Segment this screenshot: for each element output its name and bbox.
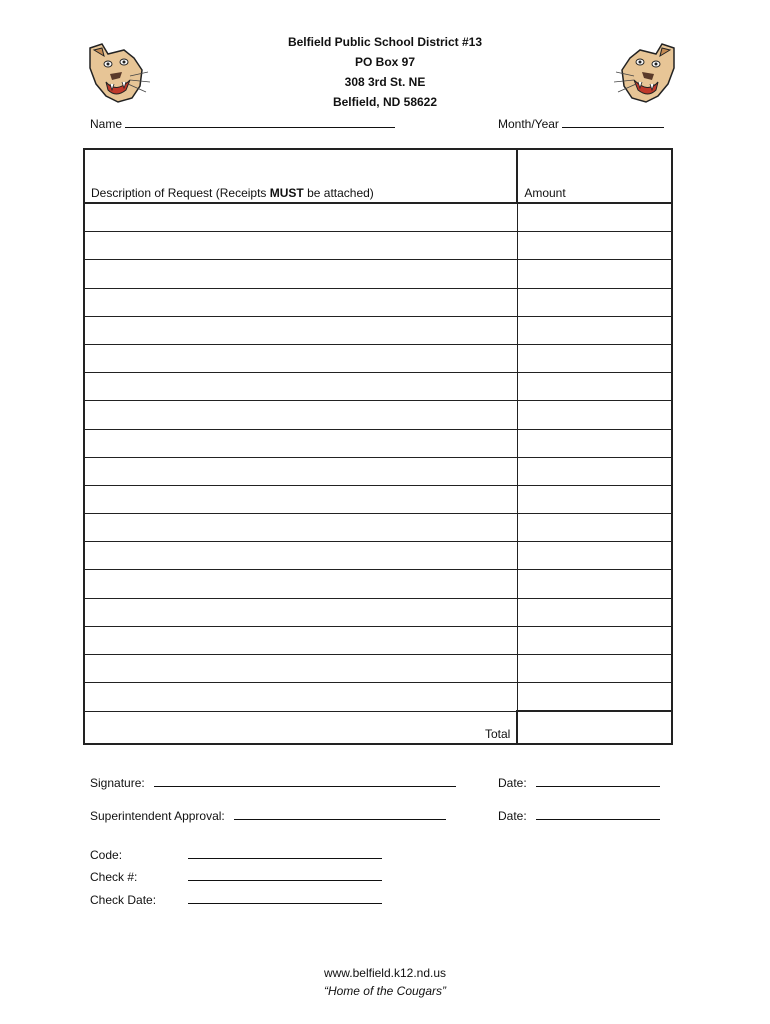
tagline: “Home of the Cougars” bbox=[323, 984, 447, 998]
request-table bbox=[83, 148, 673, 745]
website-link[interactable]: www.belfield.k12.nd.us bbox=[323, 966, 447, 980]
amount-cell[interactable] bbox=[517, 232, 672, 260]
code-field bbox=[90, 848, 382, 862]
approval-label: Superintendent Approval: bbox=[90, 809, 225, 823]
table-row bbox=[84, 373, 672, 401]
name-label: Name bbox=[90, 117, 123, 131]
city-state-zip: Belfield, ND 58622 bbox=[332, 95, 438, 109]
total-row bbox=[84, 711, 672, 744]
approval-date-input[interactable] bbox=[536, 809, 660, 820]
name-field bbox=[90, 117, 395, 131]
description-cell[interactable] bbox=[84, 288, 517, 316]
amount-cell[interactable] bbox=[517, 570, 672, 598]
code-input[interactable] bbox=[188, 848, 382, 859]
signature-label: Signature: bbox=[90, 776, 145, 790]
table-row bbox=[84, 260, 672, 288]
table-row bbox=[84, 203, 672, 232]
month-year-input[interactable] bbox=[562, 117, 664, 128]
amount-cell[interactable] bbox=[517, 514, 672, 542]
signature-date-input[interactable] bbox=[536, 776, 660, 787]
table-row bbox=[84, 316, 672, 344]
table-row bbox=[84, 401, 672, 429]
description-cell[interactable] bbox=[84, 683, 517, 712]
amount-cell[interactable] bbox=[517, 429, 672, 457]
description-cell[interactable] bbox=[84, 429, 517, 457]
check-number-field bbox=[90, 870, 382, 884]
description-cell[interactable] bbox=[84, 401, 517, 429]
cougar-mascot-icon bbox=[84, 40, 152, 104]
check-date-label: Check Date: bbox=[90, 893, 157, 907]
table-row bbox=[84, 232, 672, 260]
table-row bbox=[84, 542, 672, 570]
amount-cell[interactable] bbox=[517, 683, 672, 712]
date-label: Date: bbox=[498, 776, 527, 790]
amount-cell[interactable] bbox=[517, 457, 672, 485]
description-cell[interactable] bbox=[84, 232, 517, 260]
amount-cell[interactable] bbox=[517, 401, 672, 429]
must-emphasis: MUST bbox=[269, 186, 304, 200]
description-cell[interactable] bbox=[84, 373, 517, 401]
table-row bbox=[84, 485, 672, 513]
amount-header: Amount bbox=[517, 149, 672, 203]
table-row bbox=[84, 626, 672, 654]
description-cell[interactable] bbox=[84, 260, 517, 288]
table-row bbox=[84, 288, 672, 316]
check-date-field bbox=[90, 893, 382, 907]
description-cell[interactable] bbox=[84, 542, 517, 570]
table-row bbox=[84, 570, 672, 598]
table-row bbox=[84, 457, 672, 485]
month-year-label: Month/Year bbox=[498, 117, 559, 131]
amount-cell[interactable] bbox=[517, 598, 672, 626]
check-number-input[interactable] bbox=[188, 870, 382, 881]
code-label: Code: bbox=[90, 848, 123, 862]
description-cell[interactable] bbox=[84, 514, 517, 542]
street-address: 308 3rd St. NE bbox=[344, 75, 426, 89]
table-row bbox=[84, 344, 672, 372]
cougar-mascot-icon bbox=[612, 40, 680, 104]
approval-date-field bbox=[498, 809, 660, 823]
description-cell[interactable] bbox=[84, 316, 517, 344]
amount-cell[interactable] bbox=[517, 542, 672, 570]
name-input[interactable] bbox=[125, 117, 395, 128]
po-box: PO Box 97 bbox=[354, 55, 416, 69]
description-cell[interactable] bbox=[84, 570, 517, 598]
table-row bbox=[84, 683, 672, 712]
date-label: Date: bbox=[498, 809, 527, 823]
district-name: Belfield Public School District #13 bbox=[287, 35, 483, 49]
amount-cell[interactable] bbox=[517, 373, 672, 401]
amount-cell[interactable] bbox=[517, 316, 672, 344]
amount-cell[interactable] bbox=[517, 485, 672, 513]
table-row bbox=[84, 598, 672, 626]
table-row bbox=[84, 514, 672, 542]
description-cell[interactable] bbox=[84, 203, 517, 232]
signature-input[interactable] bbox=[154, 776, 456, 787]
amount-cell[interactable] bbox=[517, 203, 672, 232]
month-year-field bbox=[498, 117, 664, 131]
amount-cell[interactable] bbox=[517, 655, 672, 683]
signature-date-field bbox=[498, 776, 660, 790]
description-cell[interactable] bbox=[84, 344, 517, 372]
description-cell[interactable] bbox=[84, 457, 517, 485]
total-amount-cell[interactable] bbox=[517, 711, 672, 744]
amount-cell[interactable] bbox=[517, 626, 672, 654]
approval-input[interactable] bbox=[234, 809, 446, 820]
check-number-label: Check #: bbox=[90, 870, 138, 884]
description-cell[interactable] bbox=[84, 598, 517, 626]
table-row bbox=[84, 655, 672, 683]
table-row bbox=[84, 429, 672, 457]
total-label: Total bbox=[84, 711, 517, 744]
amount-cell[interactable] bbox=[517, 260, 672, 288]
approval-field bbox=[90, 809, 446, 823]
description-cell[interactable] bbox=[84, 655, 517, 683]
check-date-input[interactable] bbox=[188, 893, 382, 904]
amount-cell[interactable] bbox=[517, 288, 672, 316]
amount-cell[interactable] bbox=[517, 344, 672, 372]
description-cell[interactable] bbox=[84, 485, 517, 513]
description-cell[interactable] bbox=[84, 626, 517, 654]
signature-field bbox=[90, 776, 456, 790]
description-header: Description of Request (Receipts MUST be attached) bbox=[84, 149, 517, 203]
